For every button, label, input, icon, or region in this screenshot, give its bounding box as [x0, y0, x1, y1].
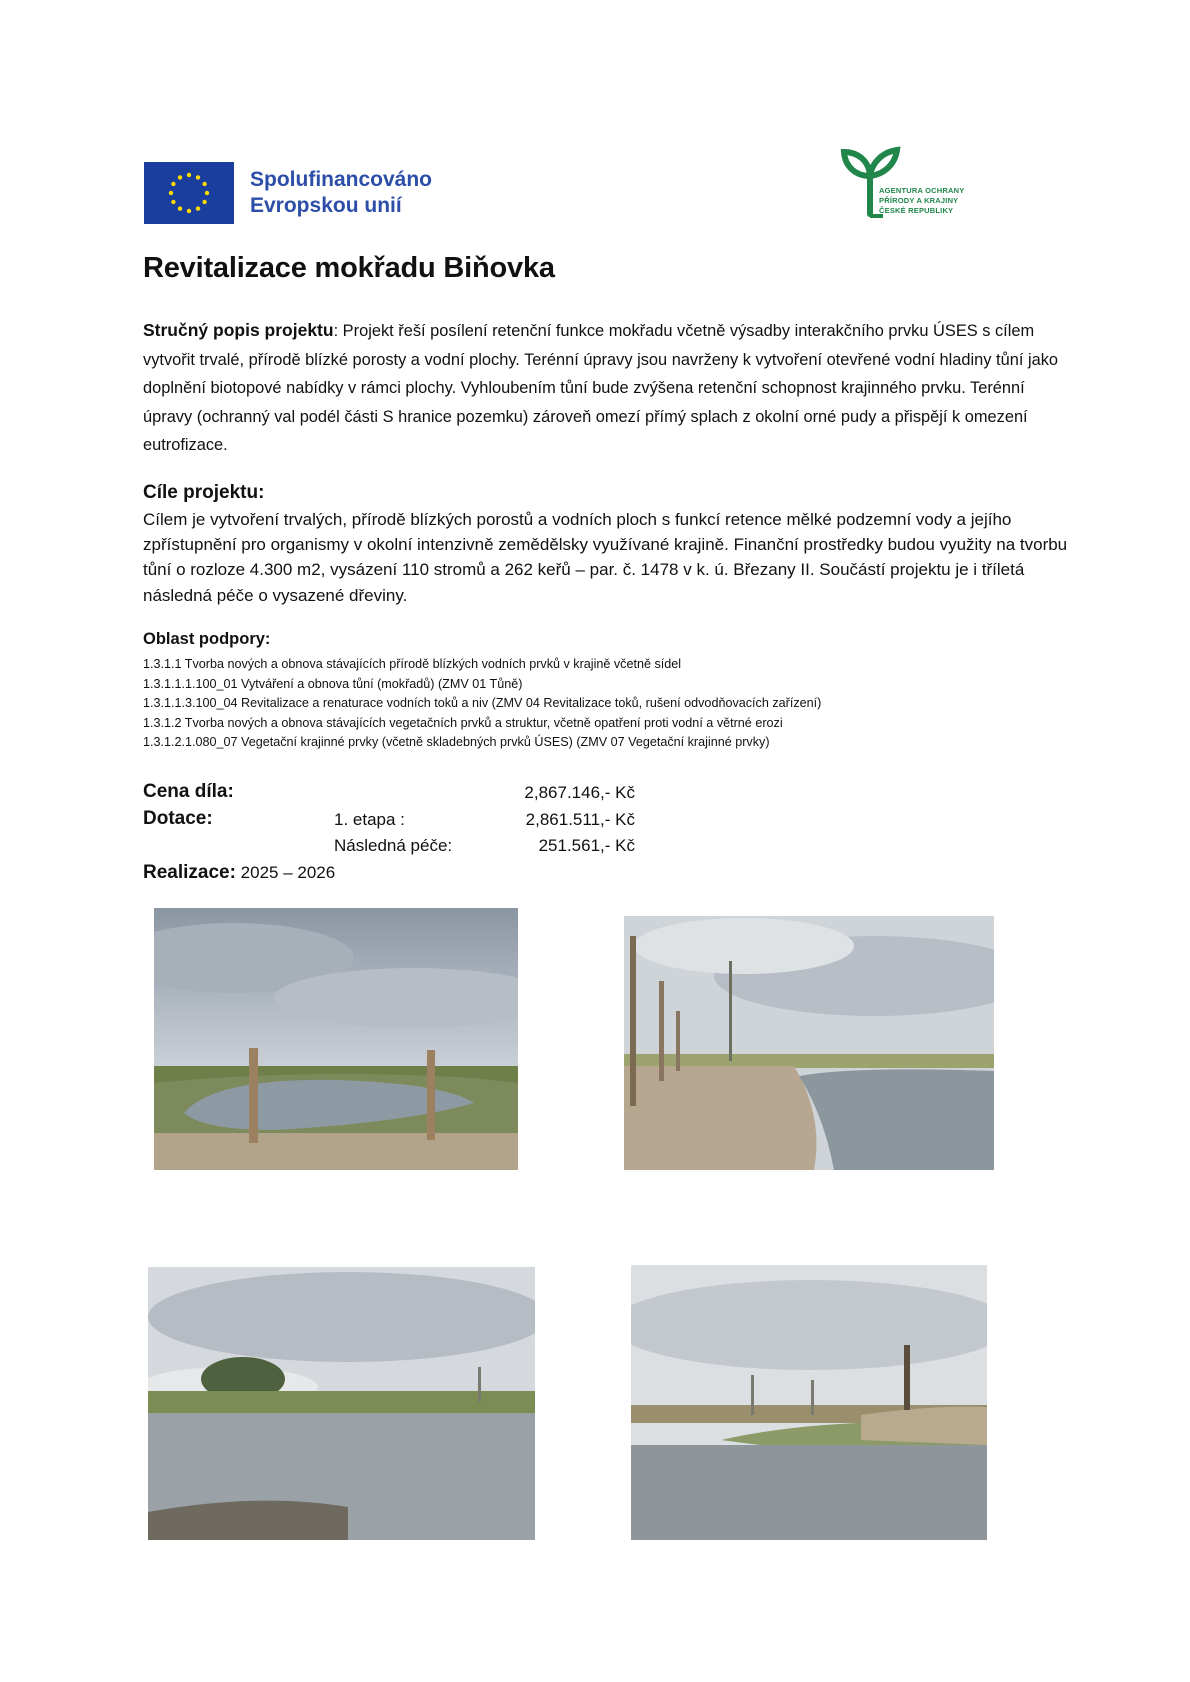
goals-heading: Cíle projektu:	[143, 482, 265, 503]
support-item: 1.3.1.1.1.100_01 Vytváření a obnova tůní (mokřadů) (ZMV 01 Tůně)	[143, 676, 523, 691]
aopk-text-line2: PŘÍRODY A KRAJINY	[879, 196, 959, 205]
support-item: 1.3.1.2 Tvorba nových a obnova stávajících vegetačních prvků a struktur, včetně opatření proti vodní a větrné erozi	[143, 715, 783, 730]
support-item: 1.3.1.1.3.100_04 Revitalizace a renaturace vodních toků a niv (ZMV 04 Revitalizace toků, rušení odvodňovacích zařízení)	[143, 696, 822, 711]
aopk-logo	[835, 144, 985, 226]
dotace-label: Dotace:	[143, 808, 213, 829]
realizace-value: 2025 – 2026	[235, 863, 336, 882]
page-title: Revitalizace mokřadu Biňovka	[143, 252, 555, 284]
cena-label: Cena díla:	[143, 781, 234, 802]
aopk-text-line3: ČESKÉ REPUBLIKY	[879, 206, 954, 215]
eu-logo-line2: Evropskou unií	[250, 194, 402, 217]
pece-label: Následná péče:	[334, 836, 453, 855]
aopk-text-line1: AGENTURA OCHRANY	[879, 186, 965, 195]
etapa-value: 2,861.511,- Kč	[525, 810, 635, 829]
photo-pond-fence-posts	[154, 908, 518, 1170]
eu-cofinancing-logo	[144, 162, 433, 224]
realizace-line	[143, 862, 335, 884]
goals-text: Cílem je vytvoření trvalých, přírodě blízkých porostů a vodních ploch s funkcí retence mělké podzemní vody a jejího zpřístupnění pro organismy v okolní intenzivně zemědělsky využívané krajině. Finanční prostředky budou využity na tvorbu tůní o rozloze 4.300 m2, vysázení 110 stromů a 262 keřů – par. č. 1478 v k. ú. Březany II. Součástí projektu je i tříletá následná péče o vysazené dřeviny.	[143, 510, 1068, 605]
eu-logo-line1: Spolufinancováno	[250, 168, 433, 191]
project-description	[143, 316, 1073, 460]
eu-logo-text	[250, 167, 432, 219]
description-label: Stručný popis projektu	[143, 320, 334, 340]
support-list	[143, 655, 821, 753]
realizace-label: Realizace:	[143, 862, 236, 883]
photo-pond-trees	[148, 1267, 535, 1540]
eu-flag-icon	[144, 162, 234, 224]
description-text: : Projekt řeší posílení retenční funkce mokřadu včetně výsadby interakčního prvku ÚSES s cílem vytvořit trvalé, přírodě blízké porosty a vodní plochy. Terénní úpravy jsou navrženy k vytvoření otevřené vodní hladiny tůní jako doplnění biotopové nabídky v rámci plochy. Vyhloubením tůní bude zvýšena retenční schopnost krajinného prvku. Terénní úpravy (ochranný val podél části S hranice pozemku) zároveň omezí přímý splach z okolní orné pudy a přispějí k omezení eutrofizace.	[143, 322, 1059, 454]
photo-pond-embankment	[624, 916, 994, 1170]
etapa-label: 1. etapa :	[334, 810, 405, 829]
photo-pond-saplings	[631, 1265, 987, 1540]
cena-value: 2,867.146,- Kč	[524, 783, 635, 802]
support-item: 1.3.1.1 Tvorba nových a obnova stávajících přírodě blízkých vodních prvků v krajině včetně sídel	[143, 657, 682, 671]
pece-value: 251.561,- Kč	[538, 836, 635, 855]
support-item: 1.3.1.2.1.080_07 Vegetační krajinné prvky (včetně skladebných prvků ÚSES) (ZMV 07 Vegetační krajinné prvky)	[143, 735, 770, 750]
support-heading: Oblast podpory:	[143, 630, 271, 648]
